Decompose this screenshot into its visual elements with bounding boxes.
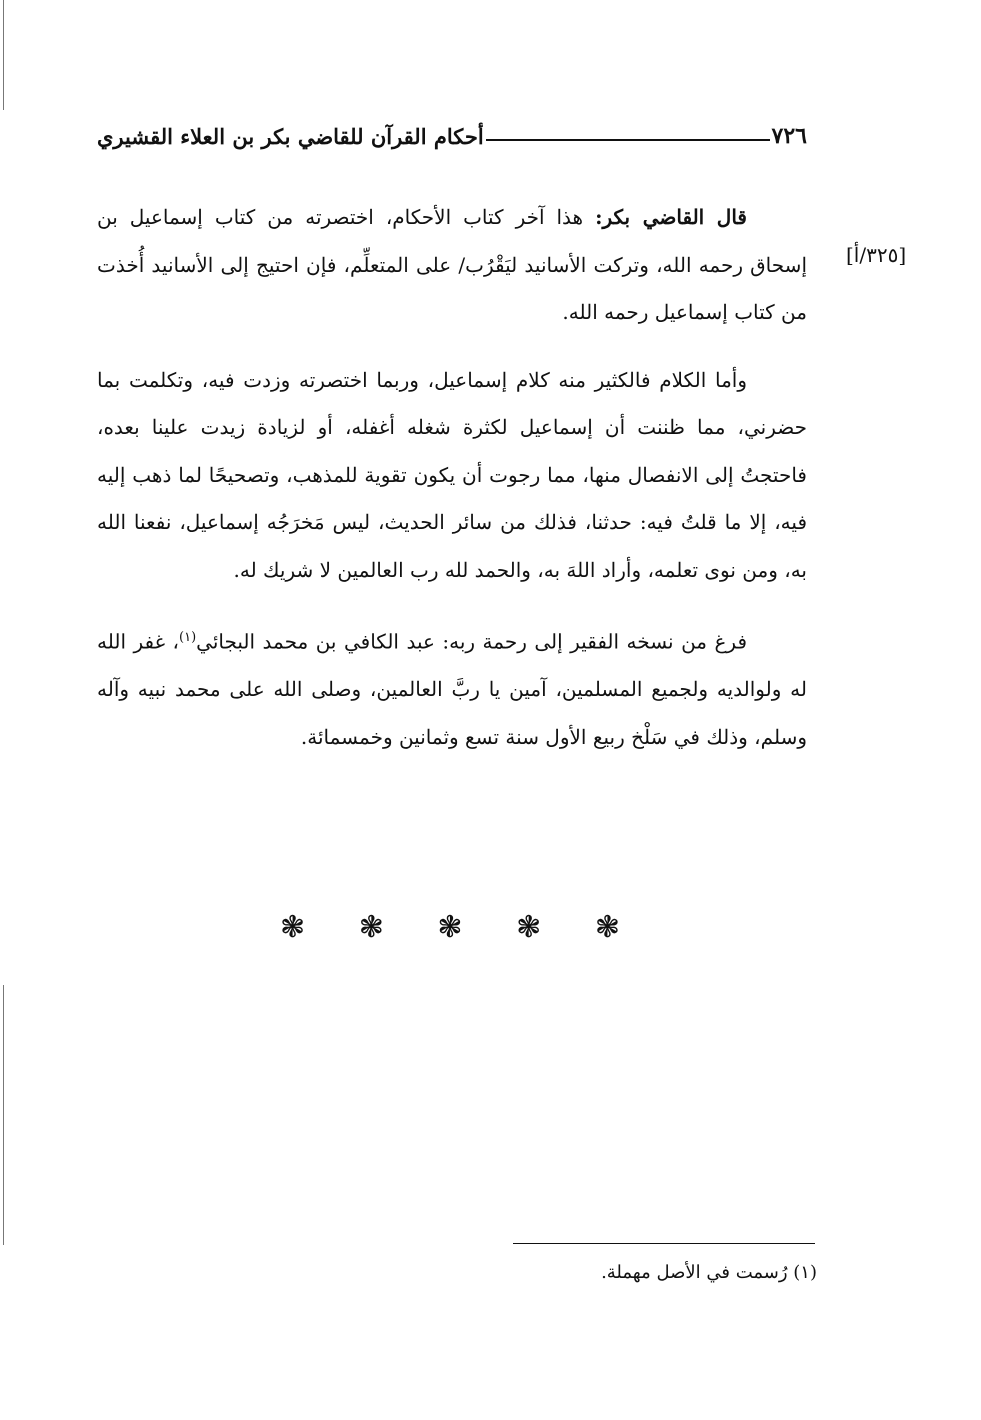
page-number: ٧٢٦: [771, 123, 807, 149]
footnote: (١) رُسمت في الأصل مهملة.: [601, 1262, 817, 1283]
asterism-icon: ❃: [280, 910, 306, 945]
asterism-icon: ❃: [516, 910, 542, 945]
paragraph-closing-statement: [97, 194, 807, 337]
scan-edge-line-top: [3, 0, 4, 110]
main-text: [97, 194, 807, 761]
header-rule: [486, 139, 770, 141]
footnote-rule: [513, 1243, 815, 1244]
book-title: أحكام القرآن للقاضي بكر بن العلاء القشيري: [97, 123, 484, 149]
paragraph-text: هذا آخر كتاب الأحكام، اختصرته من كتاب إسماعيل بن إسحاق رحمه الله، وتركت الأسانيد ليَقْرُب/ على المتعلِّم، فإن احتيج إلى الأسانيد أُخذت من كتاب إسماعيل رحمه الله.: [97, 205, 807, 324]
speaker-label: قال القاضي بكر:: [595, 205, 747, 229]
asterism-icon: ❃: [594, 910, 620, 945]
colophon-text: فرغ من نسخه الفقير إلى رحمة ربه: عبد الكافي بن محمد البجائي: [196, 629, 748, 654]
asterism-icon: ❃: [437, 910, 463, 945]
footnote-reference[interactable]: (١): [179, 630, 197, 645]
paragraph-method: وأما الكلام فالكثير منه كلام إسماعيل، وربما اختصرته وزدت فيه، وتكلمت بما حضرني، مما ظننت أن إسماعيل لكثرة شغله أغفله، أو لزيادة زيدت علينا بعده، فاحتجتُ إلى الانفصال منها، مما رجوت أن يكون تقوية للمذهب، وتصحيحًا لما ذهب إليه فيه، إلا ما قلتُ فيه: حدثنا، فذلك من سائر الحديث، ليس مَخرَجُه إسماعيل، نفعنا الله به، ومن نوى تعلمه، وأراد اللهَ به، والحمد لله رب العالمين لا شريك له.: [97, 367, 807, 582]
running-header: [97, 112, 807, 160]
ornamental-separator: [280, 910, 620, 945]
asterism-icon: ❃: [358, 910, 384, 945]
manuscript-folio-marker: [٣٢٥/أ]: [846, 243, 907, 267]
paragraph-colophon: [97, 614, 807, 761]
scan-edge-line-bottom: [3, 985, 4, 1245]
colophon-text-continued: ، غفر الله له ولوالديه ولجميع المسلمين، آمين يا ربَّ العالمين، وصلى الله على محمد نبيه وآله وسلم، وذلك في سَلْخ ربيع الأول سنة تسع وثمانين وخمسمائة.: [97, 629, 807, 749]
